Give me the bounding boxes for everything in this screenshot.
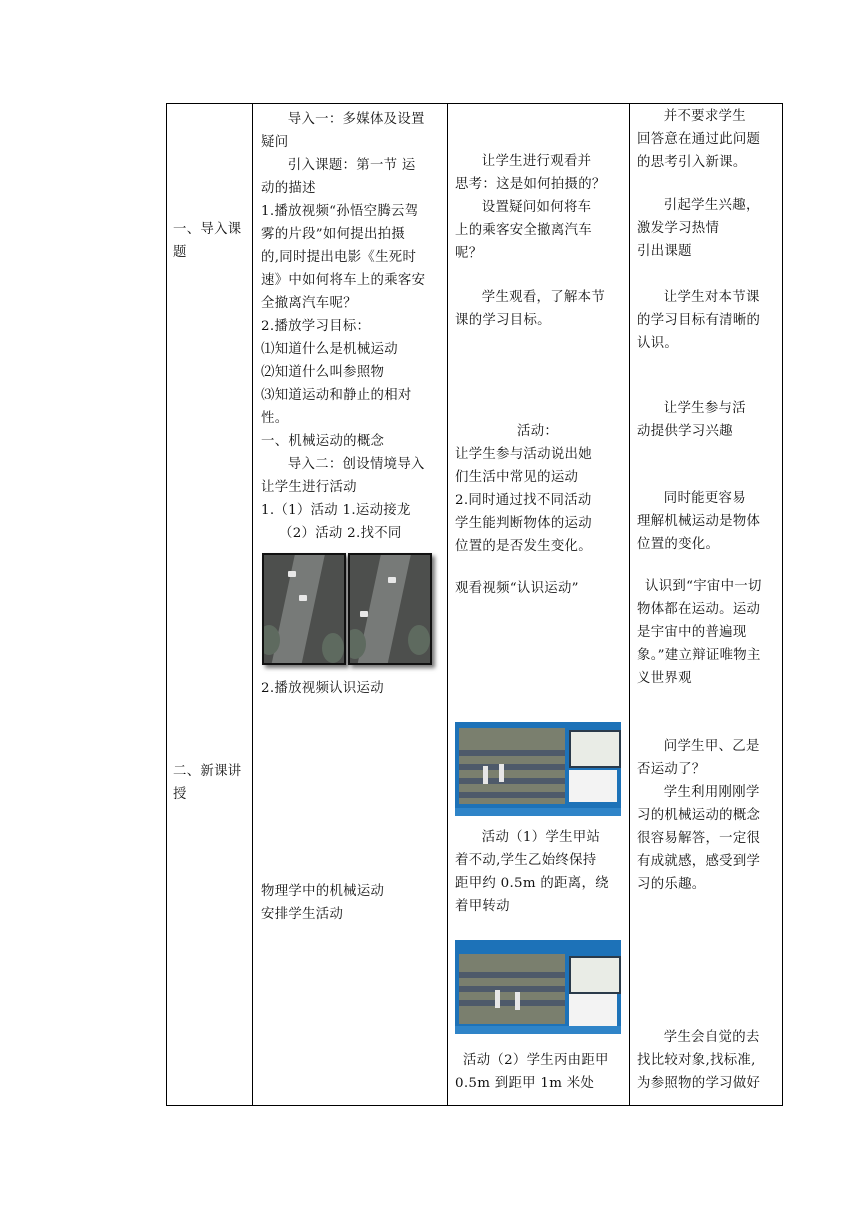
section-new-lesson-label: 二、新课讲授 [173,764,242,802]
design-intent-f: 认识到“宇宙中一切 物体都在运动。运动 是宇宙中的普遍现 象。”建立辩证唯物主 义世界观 [637,579,762,686]
design-intent-b: 引起学生兴趣， 激发学习热情 引出课题 [637,198,760,259]
street-photo-2 [348,553,432,665]
classroom-screenshot-2 [455,940,621,1034]
video-intro-line: 2.播放视频认识运动 [261,681,384,696]
activity-1-text: 活动（1）学生甲站 着不动,学生乙始终保持 距甲约 0.5m 的距离，绕 着甲转动 [455,830,609,914]
design-intent-e: 同时能更容易 理解机械运动是物体 位置的变化。 [637,491,761,552]
student-activity-a: 让学生进行观看并 思考：这是如何拍摄的？ 设置疑问如何将车 上的乘客安全撤离汽车 呢？ [455,154,606,261]
student-activity-c: 活动： 让学生参与活动说出她 们生活中常见的运动 2.同时通过找不同活动 学生能判断物体的运动 位置的是否发生变化。 [455,424,592,554]
section-intro-label: 一、导入课题 [173,222,242,260]
watch-video-line: 观看视频“认识运动” [455,581,579,596]
design-intent-h: 学生会自觉的去 找比较对象,找标准, 为参照物的学习做好 [637,1030,761,1091]
column-divider [629,104,630,1105]
student-activity-b: 学生观看，了解本节 课的学习目标。 [455,290,606,328]
column-divider [447,104,448,1105]
design-intent-d: 让学生参与活 动提供学习兴趣 [637,401,746,439]
design-intent-c: 让学生对本节课 的学习目标有清晰的 认识。 [637,290,761,351]
street-photo-1 [262,553,346,665]
classroom-screenshot-1 [455,722,621,816]
activity-2-text: 活动（2）学生丙由距甲 0.5m 到距甲 1m 米处 [455,1053,609,1091]
design-intent-a: 并不要求学生 回答意在通过此问题 的思考引入新课。 [637,109,761,170]
design-intent-g: 问学生甲、乙是 否运动了？ 学生利用刚刚学 习的机械运动的概念 很容易解答，一定很 有成就感，感受到学 习的乐趣。 [637,739,761,892]
mechanical-motion-lines: 物理学中的机械运动 安排学生活动 [261,884,385,922]
column-divider [252,104,253,1105]
teacher-activity-intro: 导入一：多媒体及设置 疑问 引入课题：第一节 运 动的描述 1.播放视频“孙悟空腾云驾 雾的片段”如何提出拍摄 的,同时提出电影《生死时 速》中如何将车上的乘客安 全撤离汽车呢？ 2.播放学习目标： ⑴知道什么是机械运动 ⑵知道什么叫参照物 ⑶知道运动和静止的相对 性。 一、机械运动的概念 导入二：创设情境导入 让学生进行活动 1.（1）活动 1.运动接龙 （2）活动 2.找不同 [261,112,426,541]
